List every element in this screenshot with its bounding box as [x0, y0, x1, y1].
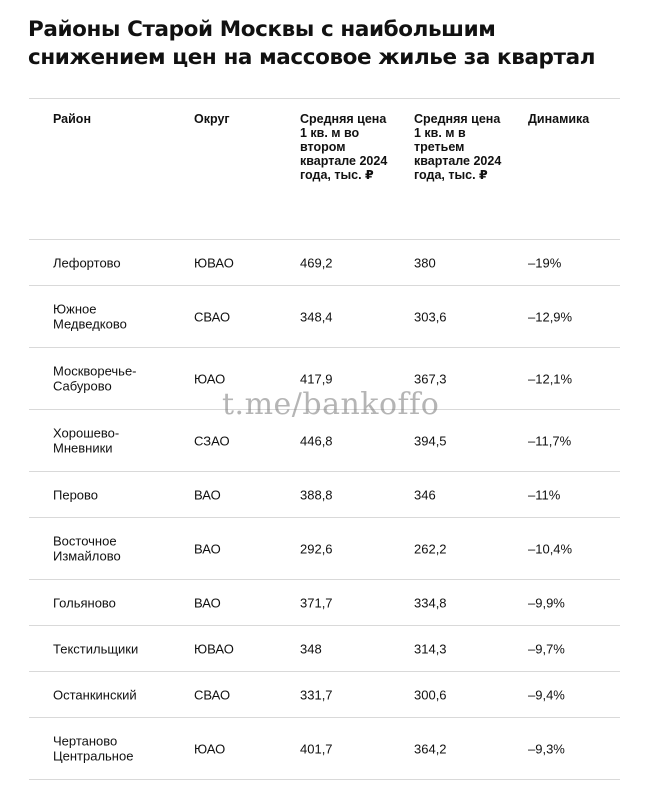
cell-price-q3: 300,6 [414, 686, 447, 702]
table-row [29, 410, 620, 472]
cell-dynamics: –10,4% [528, 540, 573, 556]
cell-price-q2: 446,8 [300, 432, 333, 448]
price-table [29, 98, 620, 780]
cell-price-q2: 388,8 [300, 486, 333, 502]
cell-price-q3: 367,3 [414, 370, 447, 386]
cell-price-q3: 346 [414, 486, 436, 502]
table-row [29, 626, 620, 672]
table-row [29, 672, 620, 718]
table-header-row [29, 99, 620, 240]
cell-district: Хорошево-Мневники [53, 425, 120, 456]
table-row [29, 286, 620, 348]
header-okrug: Округ [194, 112, 230, 126]
cell-dynamics: –12,9% [528, 308, 573, 324]
cell-price-q3: 303,6 [414, 308, 447, 324]
cell-district: Перово [53, 486, 99, 502]
cell-okrug: ЮВАО [194, 640, 234, 656]
cell-okrug: ВАО [194, 540, 221, 556]
table-row [29, 472, 620, 518]
header-price-q3: Средняя цена 1 кв. м в третьем квартале 2024 года, тыс. ₽ [414, 112, 502, 182]
cell-dynamics: –12,1% [528, 370, 573, 386]
table-row [29, 580, 620, 626]
cell-price-q3: 334,8 [414, 594, 447, 610]
cell-district: Останкинский [53, 686, 137, 702]
header-price-q2: Средняя цена 1 кв. м во втором квартале 2024 года, тыс. ₽ [300, 112, 388, 182]
cell-price-q3: 394,5 [414, 432, 447, 448]
cell-dynamics: –19% [528, 254, 562, 270]
cell-district: Текстильщики [53, 640, 139, 656]
page-title: Районы Старой Москвы с наибольшим снижением цен на массовое жилье за квартал [28, 17, 596, 70]
table-row [29, 240, 620, 286]
cell-okrug: ВАО [194, 486, 221, 502]
cell-okrug: ВАО [194, 594, 221, 610]
cell-okrug: ЮАО [194, 740, 226, 756]
cell-dynamics: –9,9% [528, 594, 565, 610]
cell-district: Москворечье-Сабурово [53, 363, 137, 394]
cell-dynamics: –9,4% [528, 686, 565, 702]
cell-price-q2: 292,6 [300, 540, 333, 556]
table-row [29, 518, 620, 580]
watermark-text: t.me/bankoffo [222, 387, 440, 422]
cell-okrug: ЮАО [194, 370, 226, 386]
cell-district: Восточное Измайлово [53, 533, 121, 564]
table-row [29, 718, 620, 780]
cell-price-q2: 401,7 [300, 740, 333, 756]
cell-dynamics: –11% [528, 486, 561, 502]
cell-price-q3: 380 [414, 254, 436, 270]
cell-price-q3: 314,3 [414, 640, 447, 656]
cell-price-q2: 371,7 [300, 594, 333, 610]
cell-price-q2: 331,7 [300, 686, 333, 702]
cell-district: Лефортово [53, 254, 121, 270]
cell-dynamics: –9,7% [528, 640, 565, 656]
cell-price-q3: 262,2 [414, 540, 447, 556]
table-row [29, 348, 620, 410]
cell-district: Чертаново Центральное [53, 733, 134, 764]
header-dynamics: Динамика [528, 112, 590, 126]
cell-price-q3: 364,2 [414, 740, 447, 756]
cell-okrug: СВАО [194, 308, 231, 324]
cell-price-q2: 348 [300, 640, 322, 656]
cell-district: Гольяново [53, 594, 116, 610]
cell-price-q2: 469,2 [300, 254, 333, 270]
cell-price-q2: 348,4 [300, 308, 333, 324]
cell-okrug: СЗАО [194, 432, 230, 448]
cell-okrug: ЮВАО [194, 254, 234, 270]
cell-price-q2: 417,9 [300, 370, 333, 386]
cell-dynamics: –11,7% [528, 432, 572, 448]
cell-okrug: СВАО [194, 686, 231, 702]
header-district: Район [53, 112, 91, 126]
cell-district: Южное Медведково [53, 301, 127, 332]
cell-dynamics: –9,3% [528, 740, 565, 756]
